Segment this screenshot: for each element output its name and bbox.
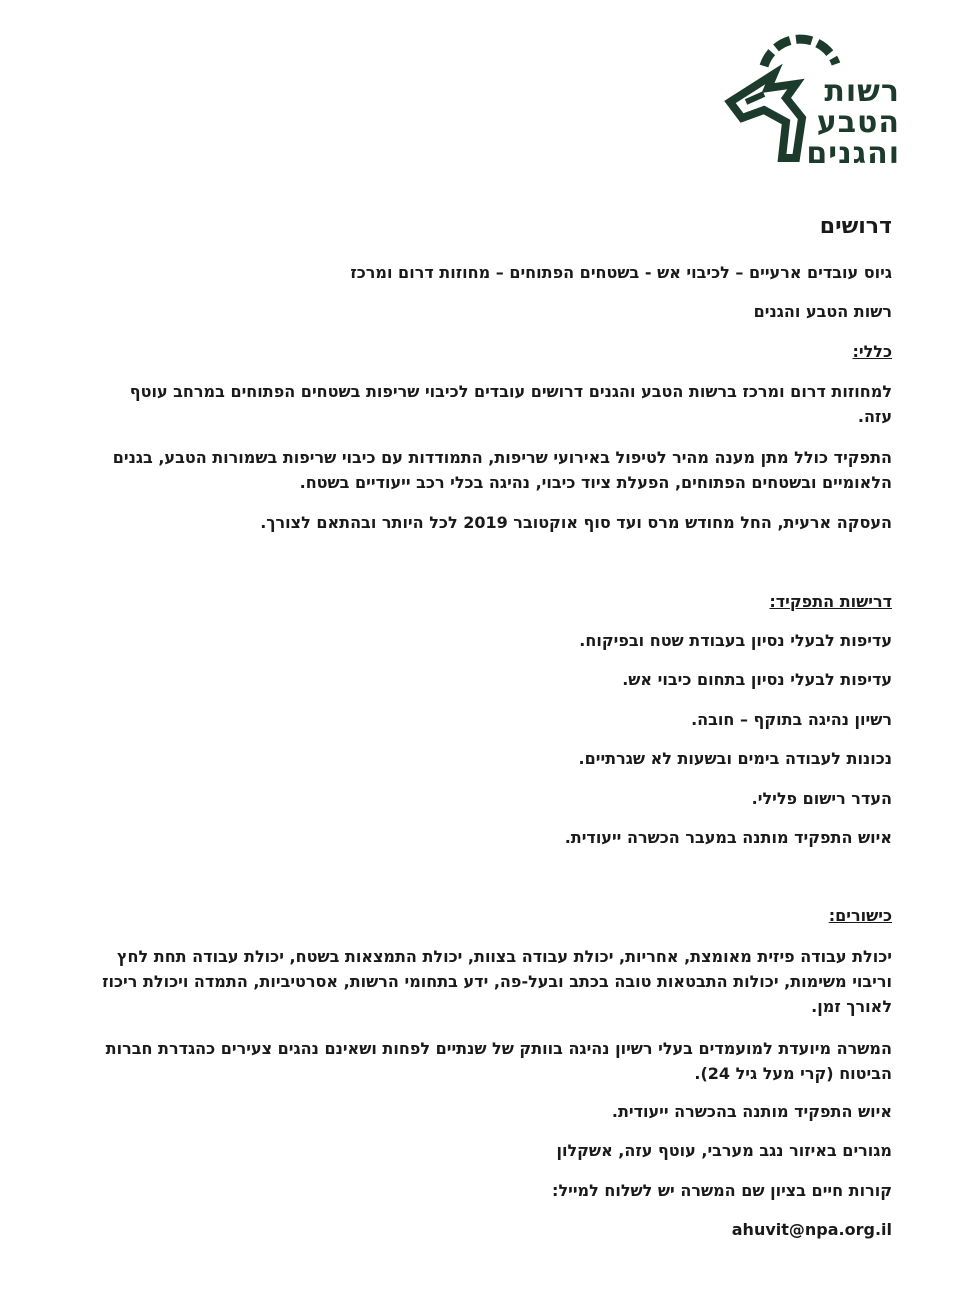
- logo-line: הטבע: [816, 105, 900, 140]
- organization-name: רשות הטבע והגנים: [753, 302, 892, 321]
- skills-paragraph: יכולת עבודה פיזית מאומצת, אחריות, יכולת עבודה בצוות, יכולת התמצאות בשטח, יכולת עבודה תחת לחץ וריבוי משימות, יכולות התבטאות טובה בכתב ובעל-פה, ידע בתחומי הרשות, אסרטיביות, התמדה ויכולת ריכוז לאורך זמן.: [102, 947, 892, 1016]
- requirement-item: נכונות לעבודה בימים ובשעות לא שגרתיים.: [578, 749, 892, 768]
- contact-email[interactable]: ahuvit@npa.org.il: [731, 1220, 892, 1239]
- logo-line: רשות: [824, 74, 900, 109]
- general-paragraph: העסקה ארעית, החל מחודש מרס ועד סוף אוקטובר 2019 לכל היותר ובהתאם לצורך.: [260, 513, 892, 532]
- requirement-item: איוש התפקיד מותנה במעבר הכשרה ייעודית.: [564, 828, 892, 847]
- skills-heading: כישורים:: [828, 906, 892, 925]
- requirements-heading: דרישות התפקיד:: [769, 592, 892, 611]
- requirement-item: העדר רישום פלילי.: [751, 789, 892, 808]
- general-paragraph: התפקיד כולל מתן מענה מהיר לטיפול באירועי שריפות, התמודדות עם כיבוי שריפות בשמורות הטבע, בגנים הלאומיים ובשטחים הפתוחים, הפעלת ציוד כיבוי, נהיגה בכלי רכב ייעודיים בשטח.: [112, 448, 892, 492]
- subtitle: גיוס עובדים ארעיים – לכיבוי אש - בשטחים הפתוחים – מחוזות דרום ומרכז: [350, 263, 892, 282]
- skills-line: קורות חיים בציון שם המשרה יש לשלוח למייל:: [552, 1181, 892, 1200]
- requirement-item: עדיפות לבעלי נסיון בתחום כיבוי אש.: [622, 670, 892, 689]
- general-paragraph: למחוזות דרום ומרכז ברשות הטבע והגנים דרושים עובדים לכיבוי שריפות בשטחים הפתוחים במרחב עוטף עזה.: [129, 382, 892, 426]
- skills-line: איוש התפקיד מותנה בהכשרה ייעודית.: [611, 1102, 892, 1121]
- skills-paragraph: המשרה מיועדת למועמדים בעלי רשיון נהיגה בוותק של שנתיים לפחות ושאינם נהגים צעירים כהגדרת חברות הביטוח (קרי מעל גיל 24).: [105, 1039, 892, 1083]
- requirement-item: רשיון נהיגה בתוקף – חובה.: [691, 710, 892, 729]
- npa-logo: [724, 18, 914, 171]
- requirement-item: עדיפות לבעלי נסיון בעבודת שטח ובפיקוח.: [579, 631, 892, 650]
- skills-line: מגורים באיזור נגב מערבי, עוטף עזה, אשקלון: [556, 1141, 892, 1160]
- general-heading: כללי:: [852, 342, 892, 361]
- page-title: דרושים: [819, 214, 892, 239]
- logo-line: והגנים: [806, 136, 900, 171]
- logo-wordmark: [790, 76, 900, 169]
